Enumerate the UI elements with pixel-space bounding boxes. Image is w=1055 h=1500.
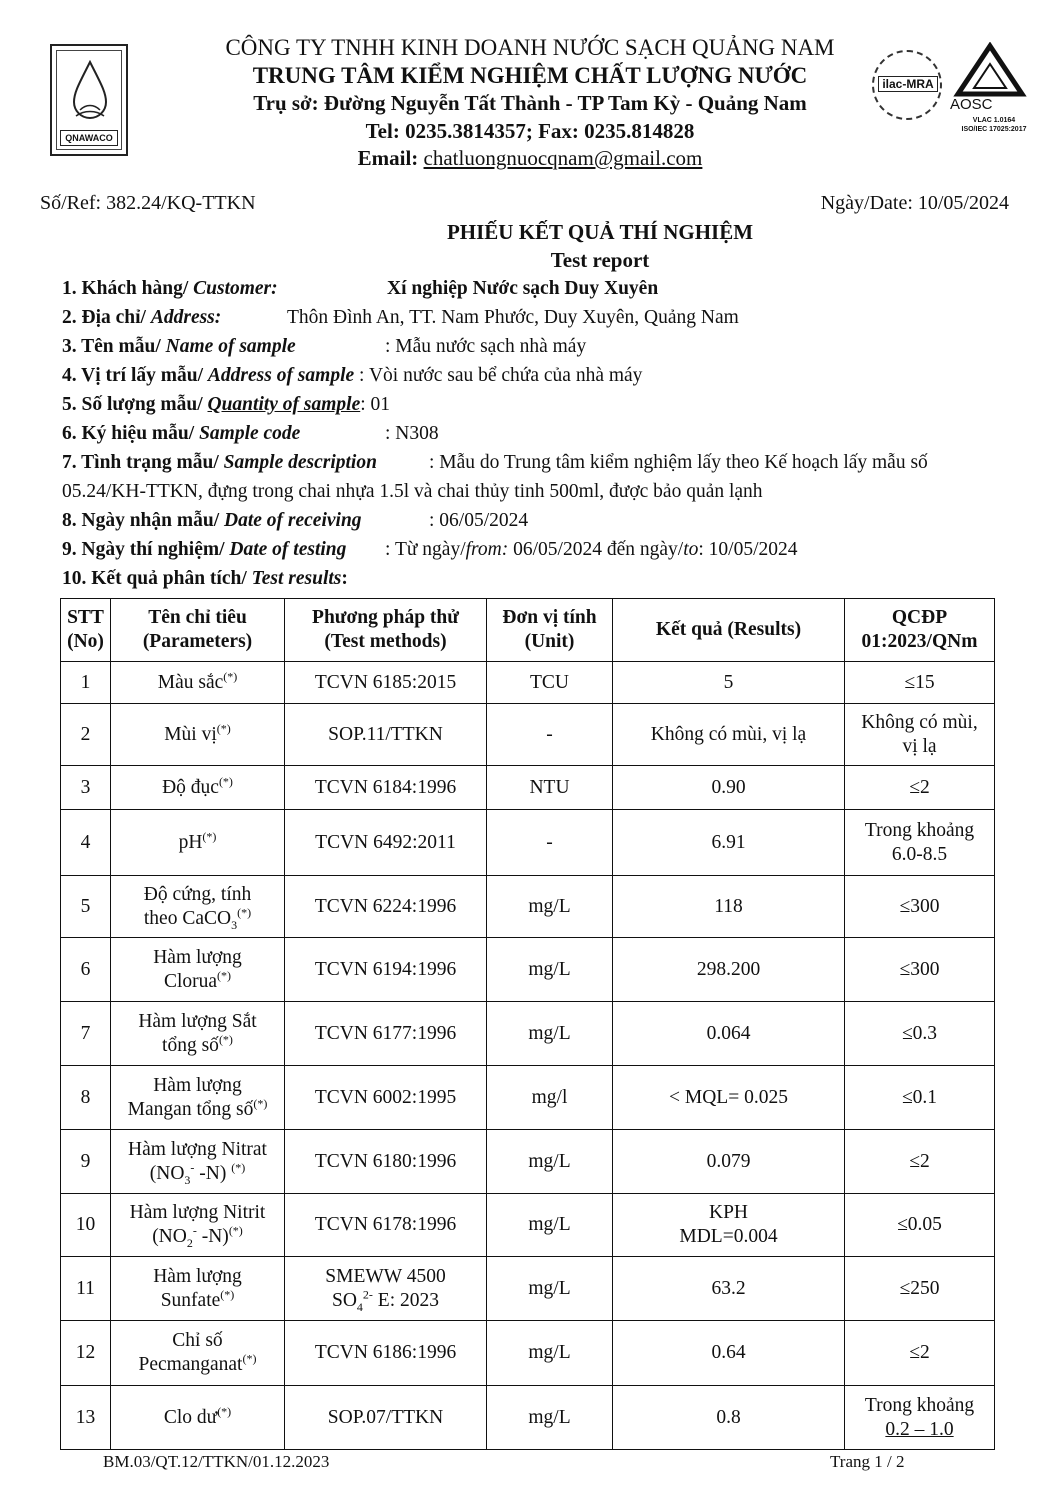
quantity-value: : 01 bbox=[360, 394, 391, 415]
address-value: Thôn Đình An, TT. Nam Phước, Duy Xuyên, Quảng Nam bbox=[287, 307, 739, 328]
cell-parameter: pH(*) bbox=[111, 810, 285, 876]
cell-standard: ≤0.1 bbox=[845, 1066, 995, 1130]
cell-unit: mg/L bbox=[487, 1002, 613, 1066]
results-colon: : bbox=[341, 568, 348, 589]
email-link[interactable]: chatluongnuocqnam@gmail.com bbox=[423, 146, 703, 170]
cell-method: SOP.11/TTKN bbox=[285, 704, 487, 766]
sample-name-label: 3. Tên mẫu/ bbox=[62, 336, 166, 357]
info-testing-date bbox=[62, 539, 798, 561]
vlac-line-1: VLAC 1.0164 bbox=[972, 117, 1016, 124]
company-phone: Tel: 0235.3814357; Fax: 0235.814828 bbox=[365, 119, 695, 143]
cell-standard: ≤2 bbox=[845, 766, 995, 810]
cell-parameter: Mùi vị(*) bbox=[111, 704, 285, 766]
cell-no: 5 bbox=[61, 876, 111, 938]
cell-unit: mg/L bbox=[487, 1130, 613, 1194]
cell-result: 63.2 bbox=[613, 1257, 845, 1321]
company-name: CÔNG TY TNHH KINH DOANH NƯỚC SẠCH QUẢNG NAM bbox=[225, 35, 835, 60]
info-description bbox=[62, 452, 928, 474]
cell-result: 298.200 bbox=[613, 938, 845, 1002]
cell-no: 7 bbox=[61, 1002, 111, 1066]
cell-method: TCVN 6177:1996 bbox=[285, 1002, 487, 1066]
address-label-en: Address: bbox=[150, 307, 222, 328]
info-customer bbox=[62, 278, 659, 300]
receive-label: 8. Ngày nhận mẫu/ bbox=[62, 510, 224, 531]
cell-parameter: Hàm lượng Mangan tổng số(*) bbox=[111, 1066, 285, 1130]
cell-method: TCVN 6002:1995 bbox=[285, 1066, 487, 1130]
cell-parameter: Độ cứng, tính theo CaCO$_3$(*) bbox=[111, 876, 285, 938]
email-label: Email: bbox=[357, 146, 419, 170]
cell-no: 4 bbox=[61, 810, 111, 876]
center-name: TRUNG TÂM KIỂM NGHIỆM CHẤT LƯỢNG NƯỚC bbox=[252, 63, 808, 88]
cell-no: 13 bbox=[61, 1386, 111, 1450]
cell-parameter: Hàm lượng Clorua(*) bbox=[111, 938, 285, 1002]
cell-result: < MQL= 0.025 bbox=[613, 1066, 845, 1130]
test-label: 9. Ngày thí nghiệm/ bbox=[62, 539, 230, 560]
cell-result: KPH MDL=0.004 bbox=[613, 1194, 845, 1257]
cell-method: TCVN 6185:2015 bbox=[285, 662, 487, 704]
info-address bbox=[62, 307, 739, 329]
cell-method: SOP.07/TTKN bbox=[285, 1386, 487, 1450]
cell-standard: Trong khoảng 0.2 – 1.0 bbox=[845, 1386, 995, 1450]
cell-result: 118 bbox=[613, 876, 845, 938]
table-row bbox=[61, 876, 995, 938]
cell-standard: Không có mùi, vị lạ bbox=[845, 704, 995, 766]
table-row bbox=[61, 662, 995, 704]
cell-standard: ≤2 bbox=[845, 1130, 995, 1194]
table-row bbox=[61, 1130, 995, 1194]
reference-number: Số/Ref: 382.24/KQ-TTKN bbox=[40, 192, 256, 214]
header-unit: Đơn vị tính (Unit) bbox=[487, 599, 613, 662]
cell-method: TCVN 6184:1996 bbox=[285, 766, 487, 810]
table-body bbox=[61, 662, 995, 1450]
results-label: 10. Kết quả phân tích/ bbox=[62, 568, 252, 589]
cell-method: TCVN 6224:1996 bbox=[285, 876, 487, 938]
cell-result: 0.90 bbox=[613, 766, 845, 810]
cell-no: 2 bbox=[61, 704, 111, 766]
header-stt: STT (No) bbox=[61, 599, 111, 662]
cell-result: Không có mùi, vị lạ bbox=[613, 704, 845, 766]
results-table bbox=[60, 598, 995, 1450]
test-from-date: 06/05/2024 đến ngày/ bbox=[508, 539, 684, 560]
table-row bbox=[61, 704, 995, 766]
code-value: : N308 bbox=[385, 423, 439, 444]
cell-method: SMEWW 4500 $SO_4^{2-}$ E: 2023 bbox=[285, 1257, 487, 1321]
cell-standard: ≤15 bbox=[845, 662, 995, 704]
sample-addr-label: 4. Vị trí lấy mẫu/ bbox=[62, 365, 208, 386]
cell-standard: Trong khoảng 6.0-8.5 bbox=[845, 810, 995, 876]
info-sample-name bbox=[62, 336, 587, 358]
sample-addr-value: : Vòi nước sau bể chứa của nhà máy bbox=[359, 365, 643, 386]
cell-unit: NTU bbox=[487, 766, 613, 810]
receive-value: : 06/05/2024 bbox=[429, 510, 529, 531]
company-logo bbox=[50, 44, 128, 156]
table-row bbox=[61, 1066, 995, 1130]
cell-parameter: Clo dư(*) bbox=[111, 1386, 285, 1450]
cell-standard: ≤300 bbox=[845, 938, 995, 1002]
info-sample-address bbox=[62, 365, 642, 387]
info-quantity bbox=[62, 394, 390, 416]
cell-unit: mg/L bbox=[487, 1386, 613, 1450]
info-description-cont: 05.24/KH-TTKN, đựng trong chai nhựa 1.5l và chai thủy tinh 500ml, được bảo quản lạnh bbox=[62, 481, 763, 502]
test-from-label: from: bbox=[465, 539, 509, 560]
company-email bbox=[130, 146, 930, 171]
cell-result: 6.91 bbox=[613, 810, 845, 876]
code-label: 6. Ký hiệu mẫu/ bbox=[62, 423, 200, 444]
cell-no: 8 bbox=[61, 1066, 111, 1130]
receive-label-en: Date of receiving bbox=[224, 510, 362, 531]
table-row bbox=[61, 1321, 995, 1386]
cell-standard: ≤0.05 bbox=[845, 1194, 995, 1257]
ilac-mra-logo bbox=[872, 50, 942, 120]
cell-no: 12 bbox=[61, 1321, 111, 1386]
report-title: PHIẾU KẾT QUẢ THÍ NGHIỆM bbox=[446, 220, 754, 244]
cell-method: TCVN 6492:2011 bbox=[285, 810, 487, 876]
quantity-label: 5. Số lượng mẫu/ bbox=[62, 394, 208, 415]
header-results: Kết quả (Results) bbox=[613, 599, 845, 662]
aosc-triangle-icon bbox=[950, 42, 1030, 98]
sample-name-label-en: Name of sample bbox=[165, 336, 296, 357]
aosc-text: AOSC bbox=[950, 96, 993, 113]
customer-value: Xí nghiệp Nước sạch Duy Xuyên bbox=[387, 278, 659, 299]
cell-no: 3 bbox=[61, 766, 111, 810]
page-number: Trang 1 / 2 bbox=[830, 1452, 905, 1471]
cell-unit: mg/L bbox=[487, 1194, 613, 1257]
sample-addr-label-en: Address of sample bbox=[207, 365, 355, 386]
cell-no: 11 bbox=[61, 1257, 111, 1321]
cell-parameter: Hàm lượng Nitrat ($NO_3^-$ -N) (*) bbox=[111, 1130, 285, 1194]
cell-no: 10 bbox=[61, 1194, 111, 1257]
table-row bbox=[61, 1194, 995, 1257]
cell-result: 0.64 bbox=[613, 1321, 845, 1386]
cell-parameter: Hàm lượng Nitrit ($NO_2^-$ -N)(*) bbox=[111, 1194, 285, 1257]
vlac-line-2: ISO/IEC 17025:2017 bbox=[961, 126, 1027, 133]
company-address: Trụ sở: Đường Nguyễn Tất Thành - TP Tam Kỳ - Quảng Nam bbox=[253, 91, 807, 115]
report-date: Ngày/Date: 10/05/2024 bbox=[820, 192, 1009, 214]
code-label-en: Sample code bbox=[199, 423, 301, 444]
desc-label-en: Sample description bbox=[223, 452, 377, 473]
test-to-label: to bbox=[683, 539, 699, 560]
test-from-prefix: : Từ ngày/ bbox=[385, 539, 466, 560]
cell-unit: mg/L bbox=[487, 1257, 613, 1321]
test-to-date: : 10/05/2024 bbox=[698, 539, 798, 560]
cell-no: 6 bbox=[61, 938, 111, 1002]
test-value bbox=[385, 539, 798, 561]
cell-unit: - bbox=[487, 810, 613, 876]
cell-result: 5 bbox=[613, 662, 845, 704]
table-row bbox=[61, 810, 995, 876]
cell-result: 0.8 bbox=[613, 1386, 845, 1450]
report-subtitle: Test report bbox=[550, 248, 650, 272]
table-row bbox=[61, 1002, 995, 1066]
cell-parameter: Màu sắc(*) bbox=[111, 662, 285, 704]
cell-standard: ≤0.3 bbox=[845, 1002, 995, 1066]
info-sample-code bbox=[62, 423, 439, 445]
cell-no: 9 bbox=[61, 1130, 111, 1194]
cell-unit: mg/L bbox=[487, 876, 613, 938]
cell-method: TCVN 6180:1996 bbox=[285, 1130, 487, 1194]
header-standard: QCĐP 01:2023/QNm bbox=[845, 599, 995, 662]
water-drop-icon bbox=[70, 60, 110, 122]
logo-caption: QNAWACO bbox=[60, 130, 118, 146]
cell-standard: ≤250 bbox=[845, 1257, 995, 1321]
cell-result: 0.064 bbox=[613, 1002, 845, 1066]
results-label-en: Test results bbox=[251, 568, 342, 589]
cell-unit: mg/L bbox=[487, 1321, 613, 1386]
sample-name-value: : Mẫu nước sạch nhà máy bbox=[385, 336, 587, 357]
customer-label-en: Customer: bbox=[193, 278, 278, 299]
address-label: 2. Địa chỉ/ bbox=[62, 307, 151, 328]
table-header-row bbox=[61, 599, 995, 662]
table-row bbox=[61, 1257, 995, 1321]
header-methods: Phương pháp thử (Test methods) bbox=[285, 599, 487, 662]
cell-unit: mg/l bbox=[487, 1066, 613, 1130]
desc-label: 7. Tình trạng mẫu/ bbox=[62, 452, 224, 473]
header-parameters: Tên chỉ tiêu (Parameters) bbox=[111, 599, 285, 662]
cell-parameter: Hàm lượng Sắt tổng số(*) bbox=[111, 1002, 285, 1066]
cell-parameter: Độ đục(*) bbox=[111, 766, 285, 810]
accreditation-marks bbox=[868, 40, 1038, 140]
form-code: BM.03/QT.12/TTKN/01.12.2023 bbox=[103, 1452, 330, 1471]
cell-standard: ≤300 bbox=[845, 876, 995, 938]
cell-method: TCVN 6186:1996 bbox=[285, 1321, 487, 1386]
cell-result: 0.079 bbox=[613, 1130, 845, 1194]
info-results bbox=[62, 568, 348, 590]
cell-unit: mg/L bbox=[487, 938, 613, 1002]
vlac-number bbox=[954, 116, 1034, 134]
cell-method: TCVN 6178:1996 bbox=[285, 1194, 487, 1257]
customer-label: 1. Khách hàng/ bbox=[62, 278, 194, 299]
cell-parameter: Chỉ số Pecmanganat(*) bbox=[111, 1321, 285, 1386]
cell-standard: ≤2 bbox=[845, 1321, 995, 1386]
aosc-logo bbox=[950, 42, 1030, 138]
table-row bbox=[61, 766, 995, 810]
info-receiving-date bbox=[62, 510, 529, 532]
cell-unit: - bbox=[487, 704, 613, 766]
desc-value-line-1: : Mẫu do Trung tâm kiểm nghiệm lấy theo Kế hoạch lấy mẫu số bbox=[429, 452, 928, 473]
table-row bbox=[61, 938, 995, 1002]
test-label-en: Date of testing bbox=[229, 539, 347, 560]
ilac-text: ilac-MRA bbox=[878, 76, 938, 92]
cell-method: TCVN 6194:1996 bbox=[285, 938, 487, 1002]
quantity-label-en: Quantity of sample bbox=[207, 394, 361, 415]
cell-unit: TCU bbox=[487, 662, 613, 704]
cell-no: 1 bbox=[61, 662, 111, 704]
cell-parameter: Hàm lượng Sunfate(*) bbox=[111, 1257, 285, 1321]
table-row bbox=[61, 1386, 995, 1450]
